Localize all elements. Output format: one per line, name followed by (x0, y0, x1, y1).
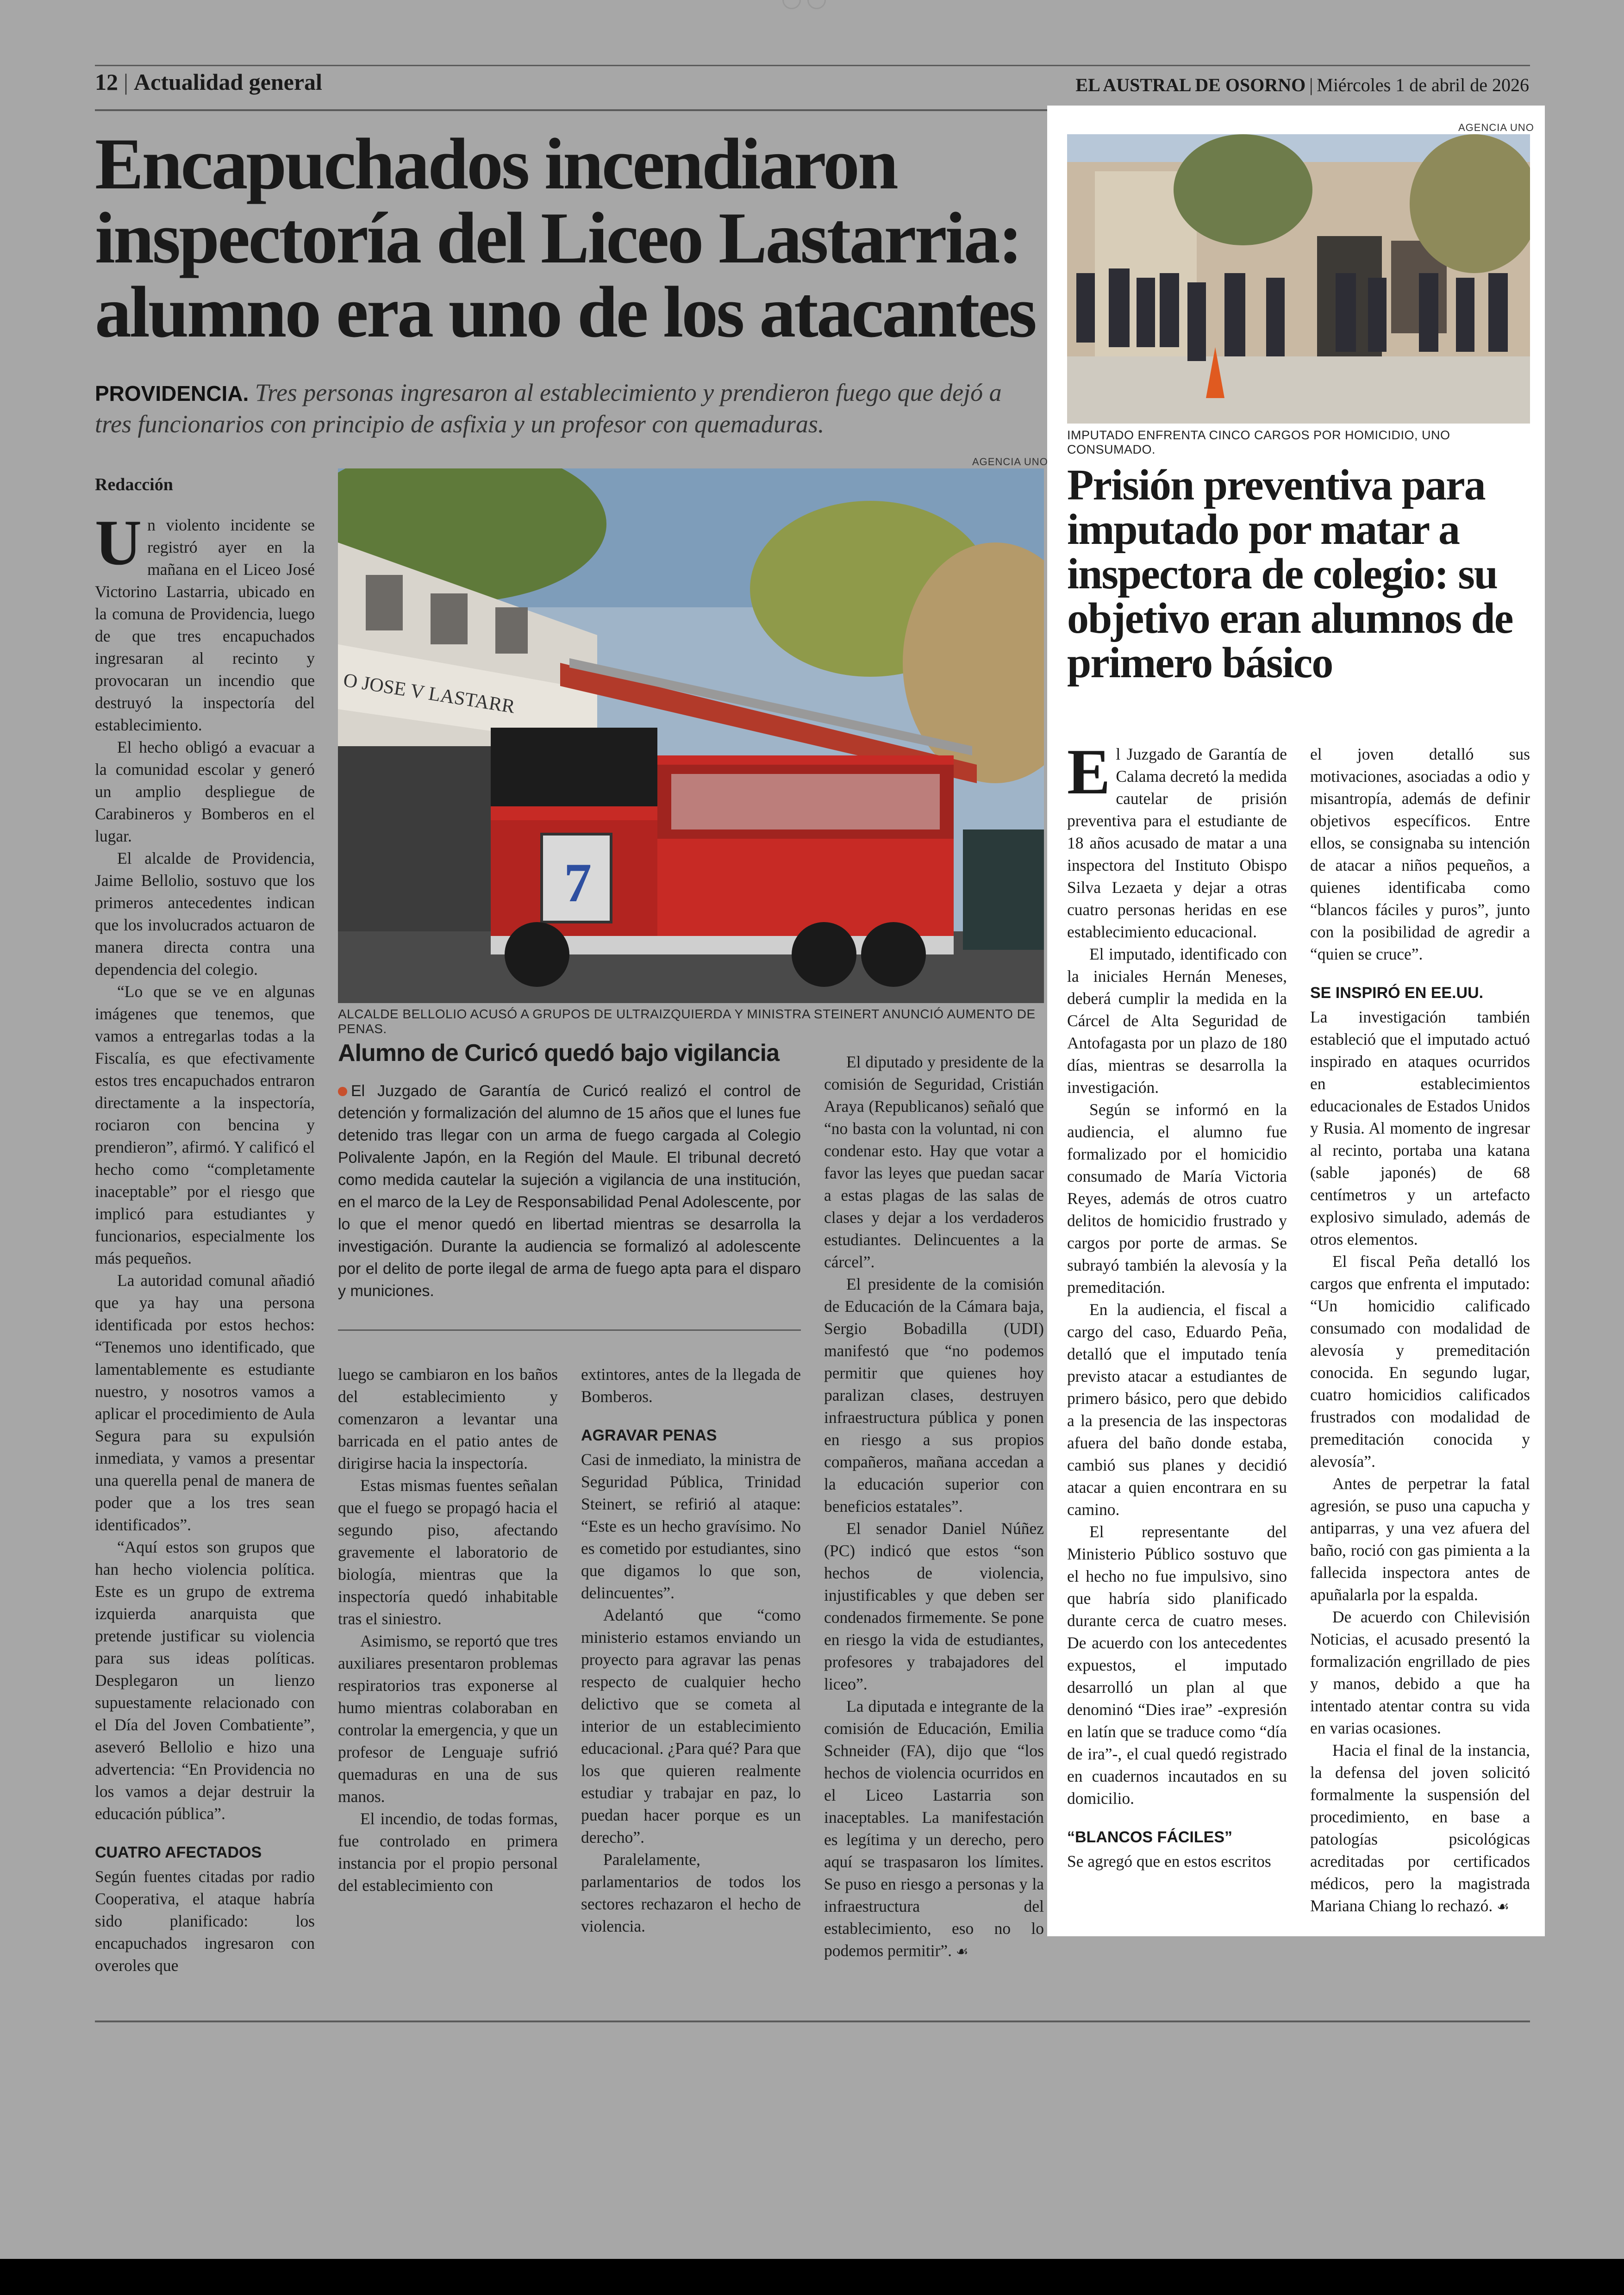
side-headline: Prisión preventiva para imputado por matar a inspectora de colegio: su objetivo eran alumnos de primero básico (1067, 461, 1513, 687)
fire-truck-illustration (338, 468, 1044, 1003)
main-col1-p4: “Lo que se ve en algunas imágenes que tenemos, que vamos a entregarlas todas a la Fiscalía, es que efectivamente estos tres encapuchados entraron directamente a la inspectoría, rociaron con bencina y prendieron”, afirmó. Y calificó el hecho como “completamente inaceptable” por el riesgo que implicó para estudiantes y funcionarios, especialmente los más pequeños. (95, 982, 315, 1267)
side-col1-tail: Se agregó que en estos escritos (1067, 1852, 1271, 1871)
dek-place: PROVIDENCIA. (95, 381, 249, 405)
main-col-4 (824, 1051, 1044, 1963)
side-col2-p2: La investigación también estableció que el imputado actuó inspirado en ataques ocurridos en establecimientos educacionales de Estados Unidos y Rusia. Al momento de ingresar al recinto, portaba una katana (sable japonés) de 68 centímetros y un artefacto explosivo simulado, además de otros elementos. (1310, 1008, 1530, 1248)
page-header-paper: EL AUSTRAL DE OSORNO | Miércoles 1 de abril de 2026 (1075, 75, 1529, 95)
side-col2-p3: El fiscal Peña detalló los cargos que enfrenta el imputado: “Un homicidio calificado consumado con modalidad de alevosía y premeditación conocida. En segundo lugar, cuatro homicidios calificados frustrados con modalidad de premeditación conocida y alevosía”. (1310, 1252, 1530, 1471)
main-photo-credit: AGENCIA UNO (972, 456, 1048, 468)
main-col1-p2: El hecho obligó a evacuar a la comunidad escolar y generó un amplio despliegue de Carabineros y Bomberos en el lugar. (95, 738, 315, 845)
side-col1-p2: El imputado, identificado con la iniciales Hernán Meneses, deberá cumplir la medida en la Cárcel de Alta Seguridad de Antofagasta por un plazo de 180 días, mientras se desarrolla la investigación. (1067, 945, 1287, 1097)
side-col2-p1: el joven detalló sus motivaciones, asociadas a odio y misantropía, además de definir objetivos específicos. Entre ellos, se consignaba su intención de atacar a niños pequeños, a quienes identificaba como “blancos fáciles y puros”, junto con la posibilidad de agredir a “quien se cruce”. (1310, 745, 1530, 963)
main-col1-tail: Según fuentes citadas por radio Cooperativa, el ataque habría sido planificado: los encapuchados ingresaron con overoles que (95, 1867, 315, 1975)
school-illustration (1067, 134, 1530, 424)
side-col1-p3: Según se informó en la audiencia, el alumno fue formalizado por el homicidio consumado de María Victoria Reyes, además de otros cuatro delitos de homicidio frustrado y cargos por porte de armas. Se subrayó también la alevosía y la premeditación. (1067, 1100, 1287, 1297)
end-mark-icon: ☙ (956, 1944, 968, 1960)
subhead-eeuu: SE INSPIRÓ EN EE.UU. (1310, 984, 1484, 1002)
section-name: Actualidad general (134, 69, 322, 95)
main-col3-p2: Casi de inmediato, la ministra de Seguridad Pública, Trinidad Steinert, se refirió al ataque: “Este es un hecho gravísimo. No es cometido por estudiantes, sino que digamos lo que son, delincuentes”. (581, 1450, 801, 1602)
side-photo-credit: AGENCIA UNO (1458, 122, 1534, 133)
main-dek (95, 377, 1044, 439)
main-col2-p4: El incendio, de todas formas, fue controlado en primera instancia por el propio personal del establecimiento con (338, 1809, 558, 1895)
subhead-blancos: “BLANCOS FÁCILES” (1067, 1828, 1232, 1846)
footer-rule (95, 2021, 1530, 2022)
building-sign: O JOSE V LASTARR (342, 669, 517, 718)
main-col2-p3: Asimismo, se reportó que tres auxiliares presentaron problemas respiratorios tras exponerse al humo mientras colaboraban en controlar la emergencia, y que un profesor de Lenguaje sufrió quemaduras en una de sus manos. (338, 1632, 558, 1806)
side-col1-p4: En la audiencia, el fiscal a cargo del caso, Eduardo Peña, detalló que el imputado tenía previsto atacar a estudiantes de primero básico, pero que debido a la presencia de las inspectoras afuera del baño donde estaba, cambió sus planes y decidió atacar a quien encontrara en su camino. (1067, 1300, 1287, 1519)
info-box (338, 1039, 801, 1302)
page-number: 12 (95, 69, 118, 95)
drop-cap: U (95, 507, 142, 579)
page-header-section: 12 | Actualidad general (95, 69, 322, 95)
main-col3-p1: extintores, antes de la llegada de Bomberos. (581, 1365, 801, 1406)
main-col1-p5: La autoridad comunal añadió que ya hay una persona identificada por estos hechos: “Tenemos uno identificado, que lamentablemente es estudiante nuestro, y nosotros vamos a aplicar el procedimiento de Aula Segura para su expulsión inmediata, y vamos a presentar una querella penal de manera de poder que a los tres sean identificados”. (95, 1271, 315, 1534)
truck-number: 7 (564, 852, 592, 913)
school-photo (1067, 134, 1530, 424)
bullet-icon (338, 1087, 347, 1096)
bottom-bar (0, 2259, 1624, 2295)
side-end-mark-icon: ☙ (1497, 1899, 1510, 1915)
page-nav (782, 0, 826, 12)
main-col4-p1: El diputado y presidente de la comisión de Seguridad, Cristián Araya (Republicanos) señaló que “no basta con la voluntad, ni con condenar esto. Hay que votar a favor las leyes que puedan sacar a estas plagas de las salas de clases y dejar a los verdaderos estudiantes. Delincuentes a la cárcel”. (824, 1053, 1044, 1271)
side-col-2 (1310, 743, 1530, 1918)
box-title: Alumno de Curicó quedó bajo vigilancia (338, 1040, 779, 1066)
main-col4-p4: La diputada e integrante de la comisión de Educación, Emilia Schneider (FA), dijo que “los hechos de violencia ocurridos en el Liceo Lastarria son inaceptables. La manifestación es legítima y un derecho, pero aquí se traspasaron los límites. Se puso en riesgo a personas y la infraestructura del establecimiento, eso no lo podemos permitir”. ☙ (824, 1697, 1044, 1960)
main-headline: Encapuchados incendiaron inspectoría del Liceo Lastarria: alumno era uno de los atacantes (95, 124, 1035, 353)
subhead-penas: AGRAVAR PENAS (581, 1427, 717, 1444)
side-photo-caption: IMPUTADO ENFRENTA CINCO CARGOS POR HOMICIDIO, UNO CONSUMADO. (1067, 428, 1450, 456)
paper-name: EL AUSTRAL DE OSORNO (1075, 75, 1306, 95)
next-page-icon[interactable] (807, 0, 826, 9)
box-rule (338, 1329, 801, 1331)
main-col-3 (581, 1363, 801, 1937)
subhead-afectados: CUATRO AFECTADOS (95, 1844, 262, 1861)
box-text: El Juzgado de Garantía de Curicó realizó el control de detención y formalización del alumno de 15 años que el lunes fue detenido tras llegar con un arma de fuego cargada al Colegio Polivalente Japón, en la Región del Maule. El tribunal decretó como medida cautelar la sujeción a vigilancia de una institución, en el marco de la Ley de Responsabilidad Penal Adolescente, por lo que el menor quedó en libertad mientras se desarrolla la investigación. Durante la audiencia se formalizó al adolescente por el delito de porte ilegal de arma de fuego apta para el disparo y municiones. (338, 1082, 801, 1300)
byline: Redacción (95, 475, 173, 494)
main-col1-p3: El alcalde de Providencia, Jaime Bellolio, sostuvo que los primeros antecedentes indican que los involucrados actuaron de manera directa contra una dependencia del colegio. (95, 849, 315, 979)
side-col-1 (1067, 736, 1287, 1872)
fire-truck-photo (338, 468, 1044, 1003)
header-top-rule (95, 65, 1530, 66)
main-photo-caption: ALCALDE BELLOLIO ACUSÓ A GRUPOS DE ULTRAIZQUIERDA Y MINISTRA STEINERT ANUNCIÓ AUMENTO DE PENAS. (338, 1007, 1036, 1036)
main-col3-p4: Paralelamente, parlamentarios de todos los sectores rechazaron el hecho de violencia. (581, 1850, 801, 1935)
main-col4-p3: El senador Daniel Núñez (PC) indicó que estos “son hechos de violencia, injustificables y que deben ser condenados firmemente. Se pone en riesgo la vida de estudiantes, profesores y trabajadores del liceo”. (824, 1519, 1044, 1693)
side-col1-p5: El representante del Ministerio Público sostuvo que el hecho no fue impulsivo, sino que habría sido planificado durante cerca de cuatro meses. De acuerdo con los antecedentes expuestos, el imputado desarrolló un plan al que denominó “Dies irae” -expresión en latín que se traduce como “día de ira”-, el cual quedó registrado en cuadernos incautados en su domicilio. (1067, 1522, 1287, 1808)
prev-page-icon[interactable] (782, 0, 801, 9)
main-col3-p3: Adelantó que “como ministerio estamos enviando un proyecto para agravar las penas respecto de cualquier hecho delictivo que se cometa al interior de un establecimiento educacional. ¿Para qué? Para que los que quieren realmente estudiar y trabajar en paz, lo puedan hacer porque es un derecho”. (581, 1606, 801, 1846)
main-col2-p1: luego se cambiaron en los baños del establecimiento y comenzaron a levantar una barricada en el patio antes de dirigirse hacia la inspectoría. (338, 1365, 558, 1472)
main-col-1 (95, 507, 315, 1977)
side-drop-cap: E (1067, 736, 1111, 808)
side-col2-p5: De acuerdo con Chilevisión Noticias, el acusado presentó la formalización engrillado de pies y manos, debido a que ha intentado atentar contra su vida en varias ocasiones. (1310, 1608, 1530, 1737)
main-col4-p2: El presidente de la comisión de Educación de la Cámara baja, Sergio Bobadilla (UDI) manifestó que “no podemos permitir que quienes hoy paralizan clases, destruyen infraestructura pública y ponen en riesgo a sus propios compañeros, mañana accedan a la educación superior con beneficios estatales”. (824, 1275, 1044, 1515)
side-col1-p1: El Juzgado de Garantía de Calama decretó la medida cautelar de prisión preventiva para el estudiante de 18 años acusado de matar a una inspectora del Instituto Obispo Silva Lezaeta y dejar a otras cuatro personas heridas en ese establecimiento educacional. (1067, 736, 1287, 941)
main-col2-p2: Estas mismas fuentes señalan que el fuego se propagó hacia el segundo piso, afectando gravemente el laboratorio de biología, mientras que la inspectoría quedó inhabitable tras el siniestro. (338, 1476, 558, 1628)
dek-text: Tres personas ingresaron al establecimiento y prendieron fuego que dejó a tres funcionarios con principio de asfixia y un profesor con quemaduras. (95, 379, 1002, 438)
side-col2-p6: Hacia el final de la instancia, la defensa del joven solicitó formalmente la suspensión del procedimiento, en base a patologías psicológicas acreditadas por certificados médicos, pero la magistrada Mariana Chiang lo rechazó. ☙ (1310, 1741, 1530, 1915)
main-col1-p1: Un violento incidente se registró ayer en la mañana en el Liceo José Victorino Lastarria, ubicado en la comuna de Providencia, luego de que tres encapuchados ingresaran al recinto y provocaran un incendio que destruyó la inspectoría del establecimiento. (95, 507, 315, 734)
main-col1-p6: “Aquí estos son grupos que han hecho violencia política. Este es un grupo de extrema izquierda anarquista que pretende justificar su violencia para sus ideas políticas. Desplegaron un lienzo supuestamente relacionado con el Día del Joven Combatiente”, aseveró Bellolio e hizo una advertencia: “En Providencia no los vamos a dejar destruir la educación pública”. (95, 1538, 315, 1823)
side-col2-p4: Antes de perpetrar la fatal agresión, se puso una capucha y antiparras, y una vez afuera del baño, roció con gas pimienta a la fallecida inspectora antes de apuñalarla por la espalda. (1310, 1474, 1530, 1604)
main-col-2 (338, 1363, 558, 1896)
issue-date: Miércoles 1 de abril de 2026 (1317, 75, 1529, 95)
